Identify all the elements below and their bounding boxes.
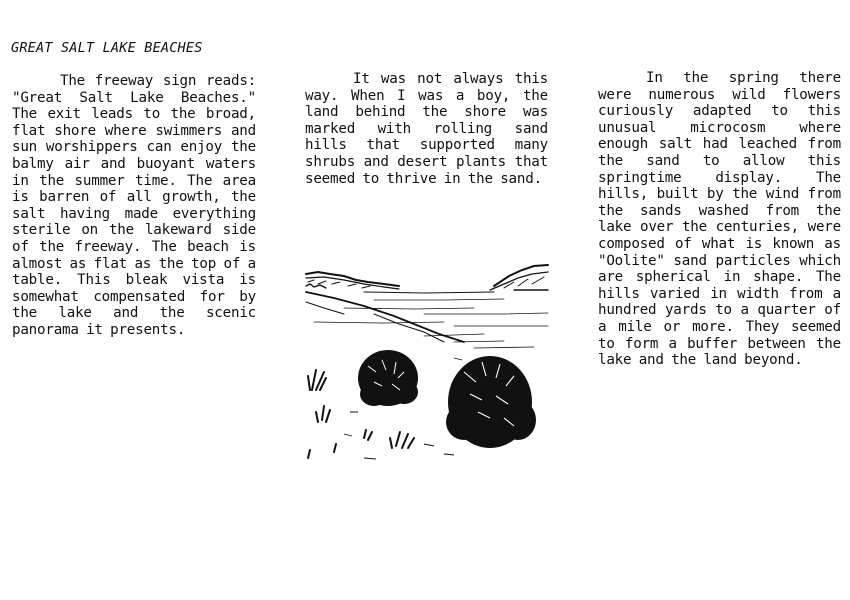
- lake-shore-shrubs-drawing-icon: [304, 262, 550, 466]
- paragraph-freeway-sign: The freeway sign reads: "Great Salt Lake Beaches." The exit leads to the broad, flat shore where swimmers and sun worshippers can enjoy the balmy air and buoyant waters in the summer time. The area is barren of all growth, the salt having made everything sterile on the lakeward side of the freeway. The beach is almost as flat as the top of a table. This bleak vista is somewhat compensated for by the lake and the scenic panorama it presents.: [12, 73, 256, 338]
- paragraph-not-always: It was not always this way. When I was a boy, the land behind the shore was marked with rolling sand hills that supported many shrubs and desert plants that seemed to thrive in the sand.: [305, 71, 548, 187]
- paragraph-spring-flowers: In the spring there were numerous wild flowers curiously adapted to this unusual microcosm where enough salt had leached from the sand to allow this springtime display. The hills, built by the wind from the sands washed from the lake over the centuries, were composed of what is known as "Oolite" sand particles which are spherical in shape. The hills varied in width from a hundred yards to a quarter of a mile or more. They seemed to form a buffer between the lake and the land beyond.: [598, 70, 841, 369]
- article-title: GREAT SALT LAKE BEACHES: [11, 40, 203, 56]
